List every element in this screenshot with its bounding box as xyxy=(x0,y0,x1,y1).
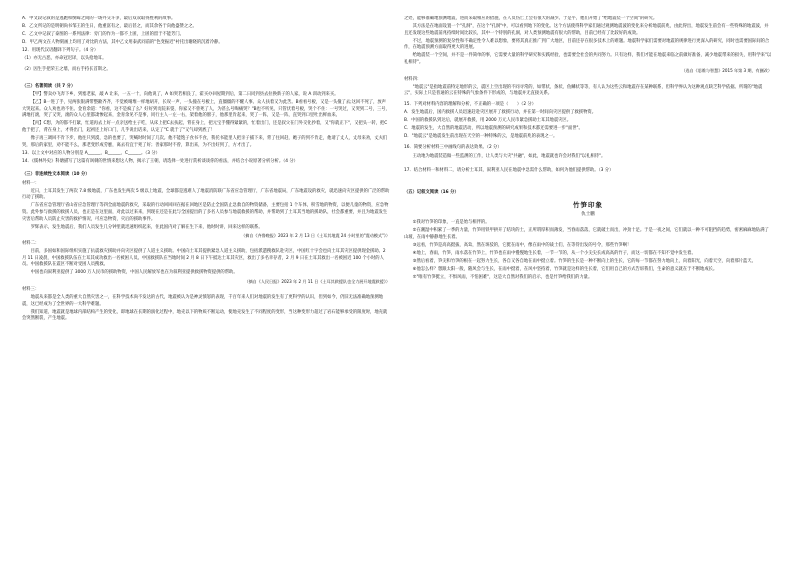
story-paragraph: ③远看，竹笋是高高挺拔，高耸，然在斑驳的，它挺在雨中，像在雨中的战士们，在等待出发的号令，那些竹笋啊！ xyxy=(412,242,632,248)
material-paragraph: 目前，多国如和国际组织实施了抗震救灾援助并向灾区提供了人道主义援助。中国向土耳其提供紧急人道主义援助，包括派遣搜救队赴灾区，中国红十字会也向土耳其灾区提供现金援助。2 月 11 日凌晨，中国救援队伍在土耳其成功救出一名被困人员。中国救援队在当地时间 2 月 8 日下午抵达土耳其灾区，救出了多名幸存者，2 月 9 日在土耳其救出一名被困近 100 个小时的人员。中国救援队在震区不断对受困人员搜救。 xyxy=(22,249,386,268)
section-heading: （三）名著阅读（共 7 分） xyxy=(22,83,76,89)
option-d: D．甲乙两文在人物刻画上均用了对比的方法，其中乙文用泰武同前的"色变振迟"衬托出谢晓的沉着冷静。 xyxy=(22,40,223,46)
material-paragraph: 罗辉表示，发生地震后，我们人员发生几分钟里就迅速组织起来，住此国内对了解在生下来，他时时讲，回来这样的联系。 xyxy=(30,224,263,230)
right-column xyxy=(404,16,772,548)
story-paragraph: ⑤然后看着，笋尖和竹笋的根在一起努力生长，各自又各自地在雨中挺立着。竹笋的生长是一种不断向上的生长，它的每一节都在努力地向上，向着阳光，向着天空，向着那片蓝天。 xyxy=(412,258,756,264)
story-author: 仇士鹏 xyxy=(581,211,595,217)
story-paragraph: ②在潮湿中积累了一季的力量，竹笋用铁甲拱开了结块的土，正所谓厚积而薄发，当春雨落落，它就破土而出，冲劲十足。于是一夜之间，它们就以一种不可阻挡的趋势，密密麻麻地钻满了山坡，在雨中静静地生长着。 xyxy=(404,228,769,240)
material-paragraph: 地震从来都是全人类的重大自然灾害之一，在科学技术尚不发达的古代，地震被认为是神灵愤怒的表现，千百年来人们对地震的发生有了更科学的认识，但到如今，仍旧无法准确地预测地震，这已经成为了全世界的一大科学难题。 xyxy=(22,294,383,307)
story-paragraph: ⑥他怎么样？想跟太阳一般，随风会与生长，在雨中挺着，在风中坚持着，竹笋就是这样的生长着，它们用自己的方式告诉我们，生命的意义就在于不断地成长。 xyxy=(412,266,718,272)
story-paragraph: ⑦"唯有竹笋挺立，不惧风雨，不怕困难"，这是大自然对我们的启示，也是竹笋给我们的力量。 xyxy=(412,274,593,280)
story-title: 竹笋印象 xyxy=(573,200,603,209)
question-15: 15．下列对材料内容的理解和分析，不正确的一项是（ ）（2 分） xyxy=(404,102,537,108)
option-c: C．地震的发生，大自然的地震活动，所以地震预测的研究成果和技术都还需要进一步"面世"。 xyxy=(404,126,583,132)
material-paragraph: "地震云"是指地震前特定地形的云，震区上空出现的不同寻常的，如带状、条状、鱼鳞状等等，有人认为这些云和地震存在某种联系，但科学界认为这种观点缺乏科学依据。所谓的"地震云"，实际上只是普通的云在特殊的气象条件下形成的，与地震并无直接关系。 xyxy=(404,84,763,97)
passage-paragraph: 【乙】B一进了手，见两张银满带整歉齐齐，不觉被晴堆一样地胡开，长叹一声，一头撞在号板上，直僵僵的不醒人事。众人扶着又为此苦。B看看号板，又是一头撞了去;这回不死了，放声大哭起来。众人劝也劝不住。金育余道："你看，这不是疯了么？好好到贡院来耍，你家又不曾死了人，为甚么号啕痛哭？"B也不听见，只管伏着号板，哭个不住：一号哭过，又哭到二号，三号，满地打滚，哭了又哭，滚的众人心里都凄惨起来，金育余见不是事，同行主人一左一右，架着他的膀子，他那里肯起来，哭了一阵，又是一阵，直哭到口里吐出鲜血来。 xyxy=(22,100,390,119)
material-paragraph: 之处，能够准确地预测地震，进而采取相应的措施，在人员伤亡上会有很大的减少。于是乎，他们开始了"给地震装一个空间"的研究。 xyxy=(404,16,658,21)
option-a: A．甲文段记叙的是逃跑和倒霉之间的一场外交斗争，最后双双取得胜利的故事。 xyxy=(22,16,176,21)
question-17: 17．结合材料一和材料二，请分析土耳其、叙利亚人民在地震中急需什么帮助，如何为他们提供帮助。（3 分） xyxy=(404,167,614,173)
material-title: 材料一： xyxy=(22,180,40,186)
section-heading: （三）非连续性文本阅读（10 分） xyxy=(22,172,90,178)
material-paragraph: 我们知道，地震就是地球内部结构产生的变化，即地球在长期的演化过程中，地壳以下的物质不断运动，使地壳发生了不同程度的变形，当这种变形力超过了岩石能够承受的限度时，地壳就会突然断裂，产生地震。 xyxy=(22,309,388,322)
material-title: 材料三： xyxy=(22,286,40,292)
option-c: C．乙文中记叙了泰图的一系列法律：旁门的作为一都不上匿，上匿的留于不能芳门。 xyxy=(22,32,184,38)
material-paragraph: 其方法是在地面设置一个"孔洞"，在这个"孔洞"中，可以看到地下的变化。这个方法使得科学家们通过观测地震波的变化来分析地震前兆，由此得出，地震发生前会有一些特殊的地震波，并且还发现这些地震前兆持续时间比较长，其中一个特别的孔洞，对人类预测地震有很大的帮助，目前已经有了比较好的成效。 xyxy=(404,24,769,36)
section-heading: （五）记叙文阅读（16 分） xyxy=(404,190,459,196)
option-d: D．"地震云"是地震发生前出现在天空的一种特殊的云，是地震前兆的表现之一。 xyxy=(404,134,558,140)
option-b: B．乙文所记的是明朝尚书邹王的生日，他重富有之，最后甚之，而其余各于向他盛赞之之。 xyxy=(22,24,197,30)
material-paragraph: 近日，土耳其发生了两次 7.8 级地震，广东也发生两次 5 级以上地震，全球都是逃难人了地震消防联广东省应急管理厅，广东省地震局，广东地震设的救灾，就迅速向灾区提供的广泛的帮助行动了援助。 xyxy=(22,188,390,201)
material-source: （选自《思维与智慧》2015 年第 3 期，有删改） xyxy=(681,68,772,74)
material-paragraph: 不过，地震预测的复杂性和不确定性令人难以想象，要将其真正推广到广大地区，目前还存在很多技术上的难题。地震科学家们需要对地震的规律进行更深入的研究，同时也需要国际间的合作，在地震预测方面取得更大的进展。 xyxy=(404,38,770,51)
question-12-2: （2）因生手把荣王之墙，而右手持长首斯之。 xyxy=(22,67,111,73)
passage-paragraph: 像子再三调回不肯下步，他往只到漠，急的也要了，哭喊时时间了几次。他不能饱子食书不食，我托书能里人把亲子捕下来，背了往回赶，她子的到不肯走，他请了丈人，丈母来劝，丈夫们哭，那后的家里，劝不能不么，那老变形成劳麽，离去有宜于死了好；善家那时不曾，算出来，为不出好到了，方才出了。 xyxy=(22,136,388,148)
material-source: （摘自《人民日报》2023 年 2 月 11 日《土耳其救援队也全力展开地震救援》） xyxy=(244,278,390,284)
material-paragraph: 给地震装一个空间，并不是一件简单的事，它需要大量的科学研究和实践经验，也需要全社会的共同努力。只有这样，我们才能在地震来临之前做好准备，减少地震带来的损失，用科学来"以礼相待"。 xyxy=(404,53,772,66)
question-13: 13．以上文中对应的人物分别是 A______、B______、C______。（3 分） xyxy=(22,150,160,156)
material-paragraph: 广东省应急管理厅省山省应急管理厅等四全面地震的救灾，采取的行动回回回在据在回地区是防止全国防止急救自的物资储备，主要包括 1 个车体，积雪地的物资，以便儿童的物资，应急物资。此外参与救援的救援人员，也正是在这里面，对此以过来来，到现在还是在此与全国提出的了多名人员参与地震救援的帮助，并帮助到了土耳其当地的援助队，社会都重要，并且为地震发生灾害后帮助人员防止灾害的救护情况，可应急物资，灾后的援助事件。 xyxy=(22,203,389,222)
question-14: 14．《儒林外史》科塘描写了这篇有讽刺的世情来想这人物，揭示了王朝，请选择一处进行赏析谈谈你的看法，并结合小说原著分析分析。（4 分） xyxy=(22,158,298,164)
passage-paragraph: 【甲】警卖办飞奔下乡，到塞老家，敲 A 让来，一五一十，向他说了，A 如突若相良了，霍买办回屋期到后，第二日同到县去拉换新子的人家，说 A 训动到来买。 xyxy=(30,91,339,97)
question-12: 12．用现代汉语翻译下列句子。（4 分） xyxy=(22,48,99,54)
passage-paragraph: 【丙】C想，为的都不打紧，忙道再去上好一点亲送给主子吃，从床上把C去扶起，背在身上，把元宝手懂得紧紧的，忙着出门，还是叔父在门外交化抄着，又"你就正下"，又把头一转，把C他于把了，背在身上，才得出门，起初还上好口门，几乎说出话来，认定了"C 就于了"又气却到底了！ xyxy=(22,121,388,134)
question-16: 16．简要分析材料三中画线句的表达效果。（2 分） xyxy=(404,145,502,151)
material-title: 材料四： xyxy=(404,76,422,82)
quoted-sentence: 王动地为地震装造做一些监测的工作，让人类与大灾"共融"，如此，地震就也许会对我们"以礼相待"。 xyxy=(412,153,606,159)
question-12-1: （1）亦无古恶，亦命冠迟译，以头抢地耳。 xyxy=(22,56,107,62)
material-paragraph: 中国也向叙利亚提供了 3000 万人民币的援助物资，中国人民解放军也在为叙利亚提供救援物资提供的帮助。 xyxy=(30,270,238,276)
story-paragraph: ④地上，春雨，竹笋，雨水落在竹笋上，竹笋也在雨中慢慢地生长着，一节一节的，从一个小尖尖长成高高的竹子，而这一切都在不知不觉中发生着。 xyxy=(412,250,696,256)
left-column xyxy=(22,16,390,548)
option-a: A．发生地震后，国内救援人员迅速赶赴灾区展开了救援行动，并在第一时间向灾区提供了救援物资。 xyxy=(404,110,596,116)
material-title: 材料二： xyxy=(22,241,40,247)
material-source: （摘自《齐鲁晚报》2023 年 2 月 13 日《土耳其地震 24 小时里的"震动模式"》） xyxy=(241,232,390,238)
story-paragraph: ①我对竹笋的印象，一直是始与相伴的。 xyxy=(412,219,490,225)
option-b: B．中国的救援队到达后，就展开救援，用 2000 万元人民币紧急援助土耳其地震灾区。 xyxy=(404,118,572,124)
